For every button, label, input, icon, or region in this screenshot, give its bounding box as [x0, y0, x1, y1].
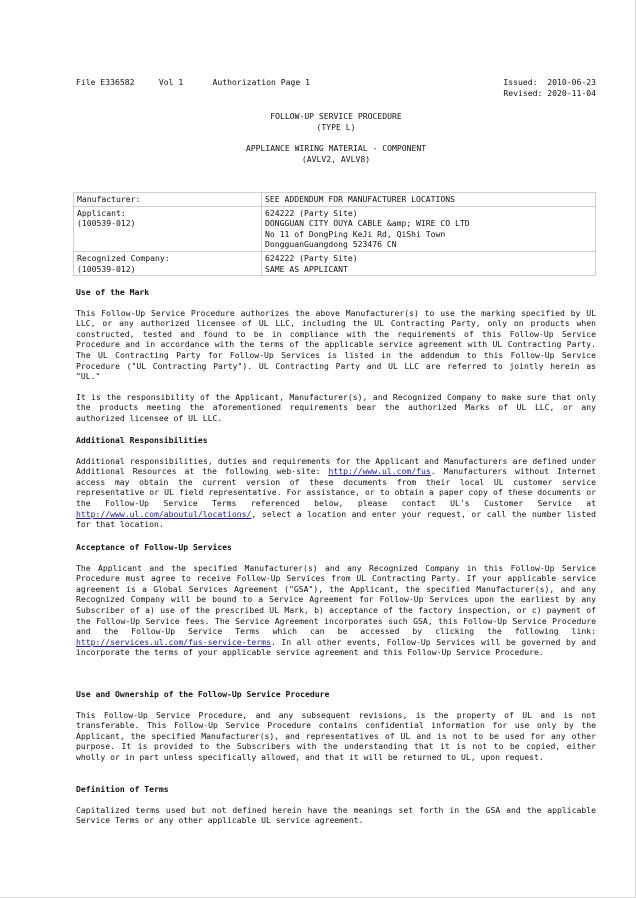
- table-row: [74, 251, 596, 275]
- title-line-4: (AVLV2, AVLV8): [301, 153, 371, 164]
- section-heading: Acceptance of Follow-Up Services: [76, 542, 232, 552]
- subtitle-block: [76, 143, 596, 164]
- title-block: [76, 111, 596, 132]
- applicant-name: DONGGUAN CITY OUYA CABLE &amp; WIRE CO LTD: [265, 218, 470, 229]
- paragraph: This Follow-Up Service Procedure authorizes the above Manufacturer(s) to use the marking specified by UL LLC, or any authorized licensee of UL LLC, including the UL Contracting Party, only on products when constructed, tested and found to be in compliance with the requirements of this Follow-Up Service Procedure and in accordance with the terms of the applicable service agreement with UL Contracting Party. The UL Contracting Party for Follow-Up Services is listed in the addendum to this Follow-Up Service Procedure ("UL Contracting Party"). UL Contracting Party and UL LLC are referred to jointly herein as "UL.": [76, 307, 596, 382]
- title-line-2: (TYPE L): [316, 121, 356, 132]
- paragraph: Capitalized terms used but not defined herein have the meanings set forth in the GSA and the applicable Service Terms or any other applicable UL service agreement.: [76, 804, 596, 826]
- revised-date: 2020-11-04: [547, 87, 596, 98]
- recognized-value: SAME AS APPLICANT: [265, 263, 348, 274]
- paragraph: Additional responsibilities, duties and requirements for the Applicant and Manufacturers are defined under Additional Resources at the following web-site: http://www.ul.com/fus. Manufacturers without Internet access may obtain the current version of these documents from their local UL customer service representative or UL field representative. For assistance, or to obtain a paper copy of these documents or the Follow-Up Service Terms referenced below, please contact UL's Customer Service at http://www.ul.com/aboutul/locations/, select a location and enter your request, or call the number listed for that location.: [76, 455, 596, 530]
- revised-label: Revised:: [503, 87, 543, 98]
- locations-link[interactable]: http://www.ul.com/aboutul/locations/: [76, 508, 252, 519]
- title-line-3: APPLIANCE WIRING MATERIAL - COMPONENT: [245, 143, 427, 153]
- section-additional-responsibilities: [76, 435, 596, 530]
- paragraph: This Follow-Up Service Procedure, and any subsequent revisions, is the property of UL and is not transferable. This Follow-Up Service Procedure contains confidential information for use only by the Applicant, the specified Manufacturer(s), and representatives of UL and is not to be used for any other purpose. It is provided to the Subscribers with the understanding that it is not to be copied, either wholly or in part unless specifically allowed, and that it will be returned to UL, upon request.: [76, 709, 596, 762]
- section-heading: Use and Ownership of the Follow-Up Service Procedure: [76, 689, 330, 699]
- applicant-site: 624222 (Party Site): [265, 207, 358, 218]
- paragraph: It is the responsibility of the Applicant, Manufacturer(s), and Recognized Company to make sure that only the products meeting the aforementioned requirements bear the authorized Marks of UL LLC, or any authorized licensee of UL LLC.: [76, 391, 596, 423]
- applicant-label: Applicant:: [77, 207, 126, 218]
- section-use-of-mark: [76, 287, 596, 424]
- file-number: File E336582: [76, 77, 135, 87]
- section-acceptance: [76, 542, 596, 658]
- applicant-address-1: No 11 of DongPing KeJi Rd, QiShi Town: [265, 228, 446, 239]
- section-definition-of-terms: [76, 784, 596, 826]
- manufacturer-label: Manufacturer:: [77, 194, 141, 204]
- paragraph: The Applicant and the specified Manufacturer(s) and any Recognized Company in this Follow-Up Service Procedure must agree to receive Follow-Up Services from UL Contracting Party. If your applicable service agreement is a Global Services Agreement ("GSA"), the Applicant, the specified Manufacturer(s), and any Recognized Company will be bound to a Service Agreement for Follow-Up Services upon the earliest by any Subscriber of a) use of the prescribed UL Mark, b) acceptance of the factory inspection, or c) payment of the Follow-Up Service fees. The Service Agreement incorporates such GSA, this Follow-Up Service Procedure and the Follow-Up Service Terms which can be accessed by clicking the following link: http://services.ul.com/fus-service-terms. In all other events, Follow-Up Services will be governed by and incorporate the terms of your applicable service agreement and this Follow-Up Service Procedure.: [76, 562, 596, 658]
- applicant-address-2: DongguanGuangdong 523476 CN: [265, 239, 397, 250]
- service-terms-link[interactable]: http://services.ul.com/fus-service-terms: [76, 636, 271, 647]
- section-use-and-ownership: [76, 689, 596, 763]
- section-heading: Use of the Mark: [76, 287, 150, 297]
- manufacturer-value: SEE ADDENDUM FOR MANUFACTURER LOCATIONS: [265, 194, 456, 204]
- authorization-page: Authorization Page 1: [212, 77, 310, 87]
- fus-link[interactable]: http://www.ul.com/fus: [328, 466, 431, 477]
- section-heading: Additional Responsibilities: [76, 435, 208, 445]
- section-heading: Definition of Terms: [76, 784, 169, 794]
- party-info-table: [73, 192, 596, 276]
- recognized-site: 624222 (Party Site): [265, 252, 358, 263]
- recognized-label: Recognized Company:: [77, 252, 170, 263]
- issued-label: Issued:: [503, 77, 538, 87]
- volume: Vol 1: [158, 77, 184, 87]
- recognized-id: (100539-012): [77, 263, 136, 274]
- table-row: [74, 206, 596, 251]
- applicant-id: (100539-012): [77, 218, 136, 229]
- title-line-1: FOLLOW-UP SERVICE PROCEDURE: [270, 111, 402, 121]
- issued-date: 2010-06-23: [547, 77, 596, 87]
- table-row: [74, 193, 596, 207]
